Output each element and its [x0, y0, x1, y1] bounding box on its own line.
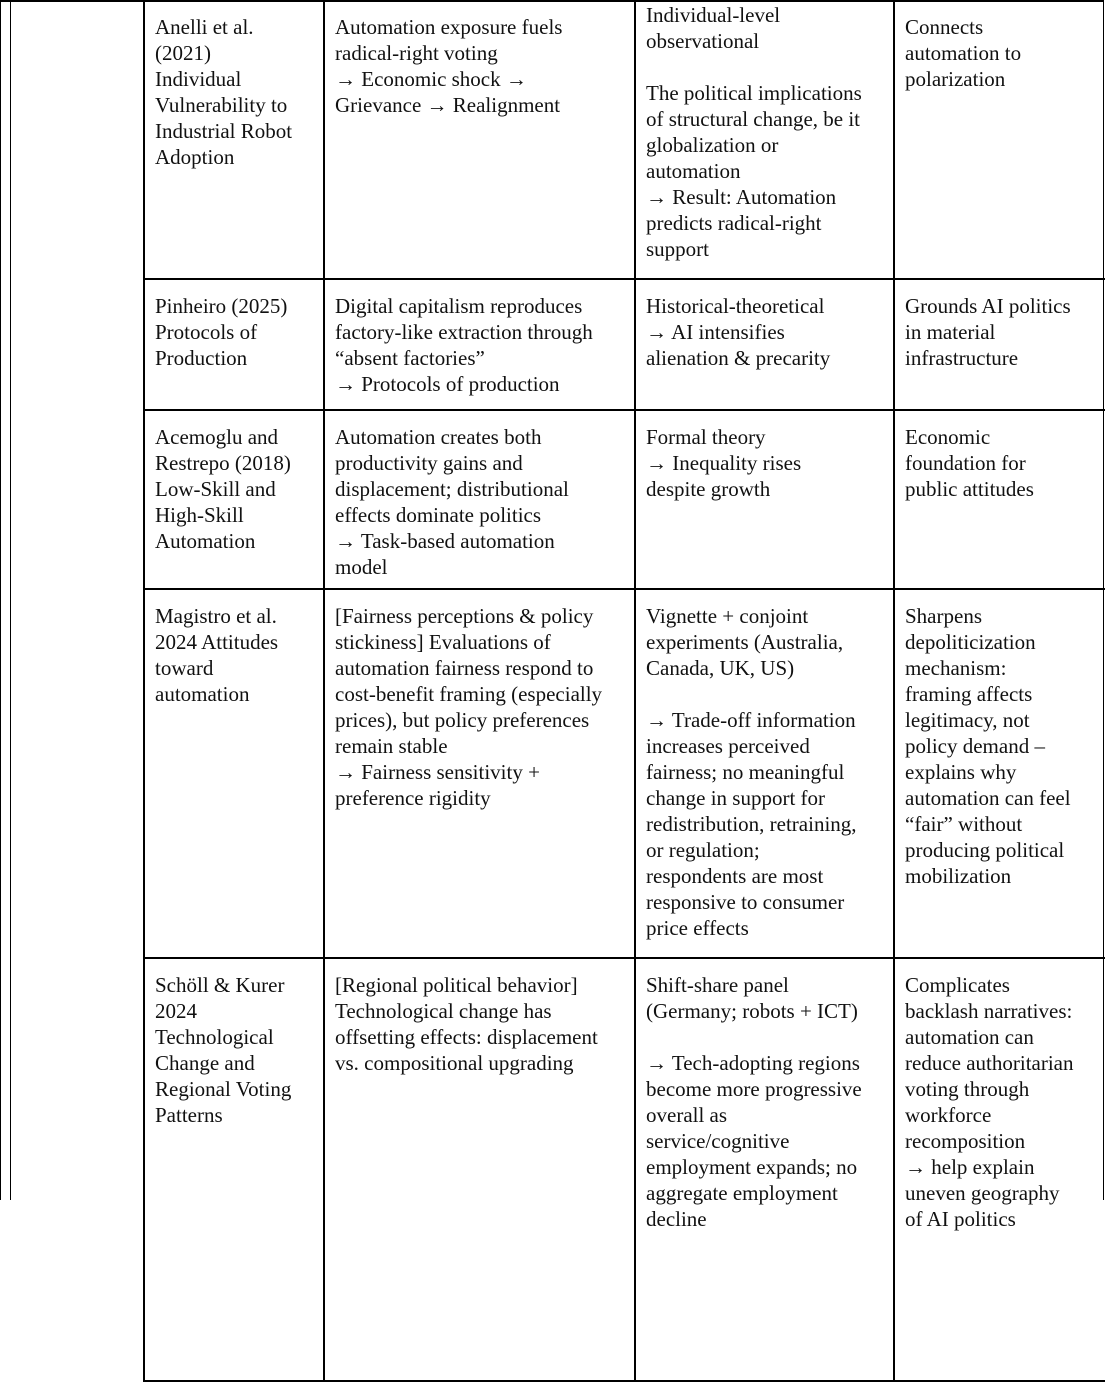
contribution-cell: Complicates backlash narratives: automation can reduce authoritarian voting through workforce recomposition → help explain uneven geography of AI politics [894, 958, 1105, 1381]
table-row [144, 589, 1105, 958]
method-cell: Formal theory → Inequality rises despite growth [635, 410, 894, 589]
method-cell: Vignette + conjoint experiments (Australia, Canada, UK, US) → Trade-off information increases perceived fairness; no meaningful change in support for redistribution, retraining, or regulation; respondents are most responsive to consumer price effects [635, 589, 894, 958]
table-row [144, 2, 1105, 279]
argument-cell: Digital capitalism reproduces factory-like extraction through “absent factories” → Protocols of production [324, 279, 635, 410]
argument-cell: Automation exposure fuels radical-right voting → Economic shock → Grievance → Realignment [324, 2, 635, 279]
table-row [144, 410, 1105, 589]
argument-cell: Automation creates both productivity gains and displacement; distributional effects dominate politics → Task-based automation model [324, 410, 635, 589]
contribution-cell: Economic foundation for public attitudes [894, 410, 1105, 589]
literature-table [143, 2, 1105, 1382]
contribution-cell: Sharpens depoliticization mechanism: framing affects legitimacy, not policy demand – explains why automation can feel “fair” without producing political mobilization [894, 589, 1105, 958]
study-cell: Schöll & Kurer 2024 Technological Change and Regional Voting Patterns [144, 958, 324, 1381]
left-margin-line [10, 2, 11, 1200]
argument-cell: [Fairness perceptions & policy stickiness] Evaluations of automation fairness respond to cost-benefit framing (especially prices), but policy preferences remain stable → Fairness sensitivity + preference rigidity [324, 589, 635, 958]
argument-cell: [Regional political behavior] Technological change has offsetting effects: displacement vs. compositional upgrading [324, 958, 635, 1381]
contribution-cell: Grounds AI politics in material infrastructure [894, 279, 1105, 410]
contribution-cell: Connects automation to polarization [894, 2, 1105, 279]
method-cell: Individual-level observational The political implications of structural change, be it globalization or automation → Result: Automation predicts radical-right support [635, 2, 894, 279]
study-cell: Magistro et al. 2024 Attitudes toward automation [144, 589, 324, 958]
study-cell: Pinheiro (2025) Protocols of Production [144, 279, 324, 410]
study-cell: Anelli et al. (2021) Individual Vulnerability to Industrial Robot Adoption [144, 2, 324, 279]
method-cell: Shift-share panel (Germany; robots + ICT) → Tech-adopting regions become more progressive overall as service/cognitive employment expands; no aggregate employment decline [635, 958, 894, 1381]
method-cell: Historical-theoretical → AI intensifies alienation & precarity [635, 279, 894, 410]
study-cell: Acemoglu and Restrepo (2018) Low-Skill and High-Skill Automation [144, 410, 324, 589]
literature-table-container [143, 2, 1104, 1231]
table-row [144, 958, 1105, 1381]
table-row [144, 279, 1105, 410]
